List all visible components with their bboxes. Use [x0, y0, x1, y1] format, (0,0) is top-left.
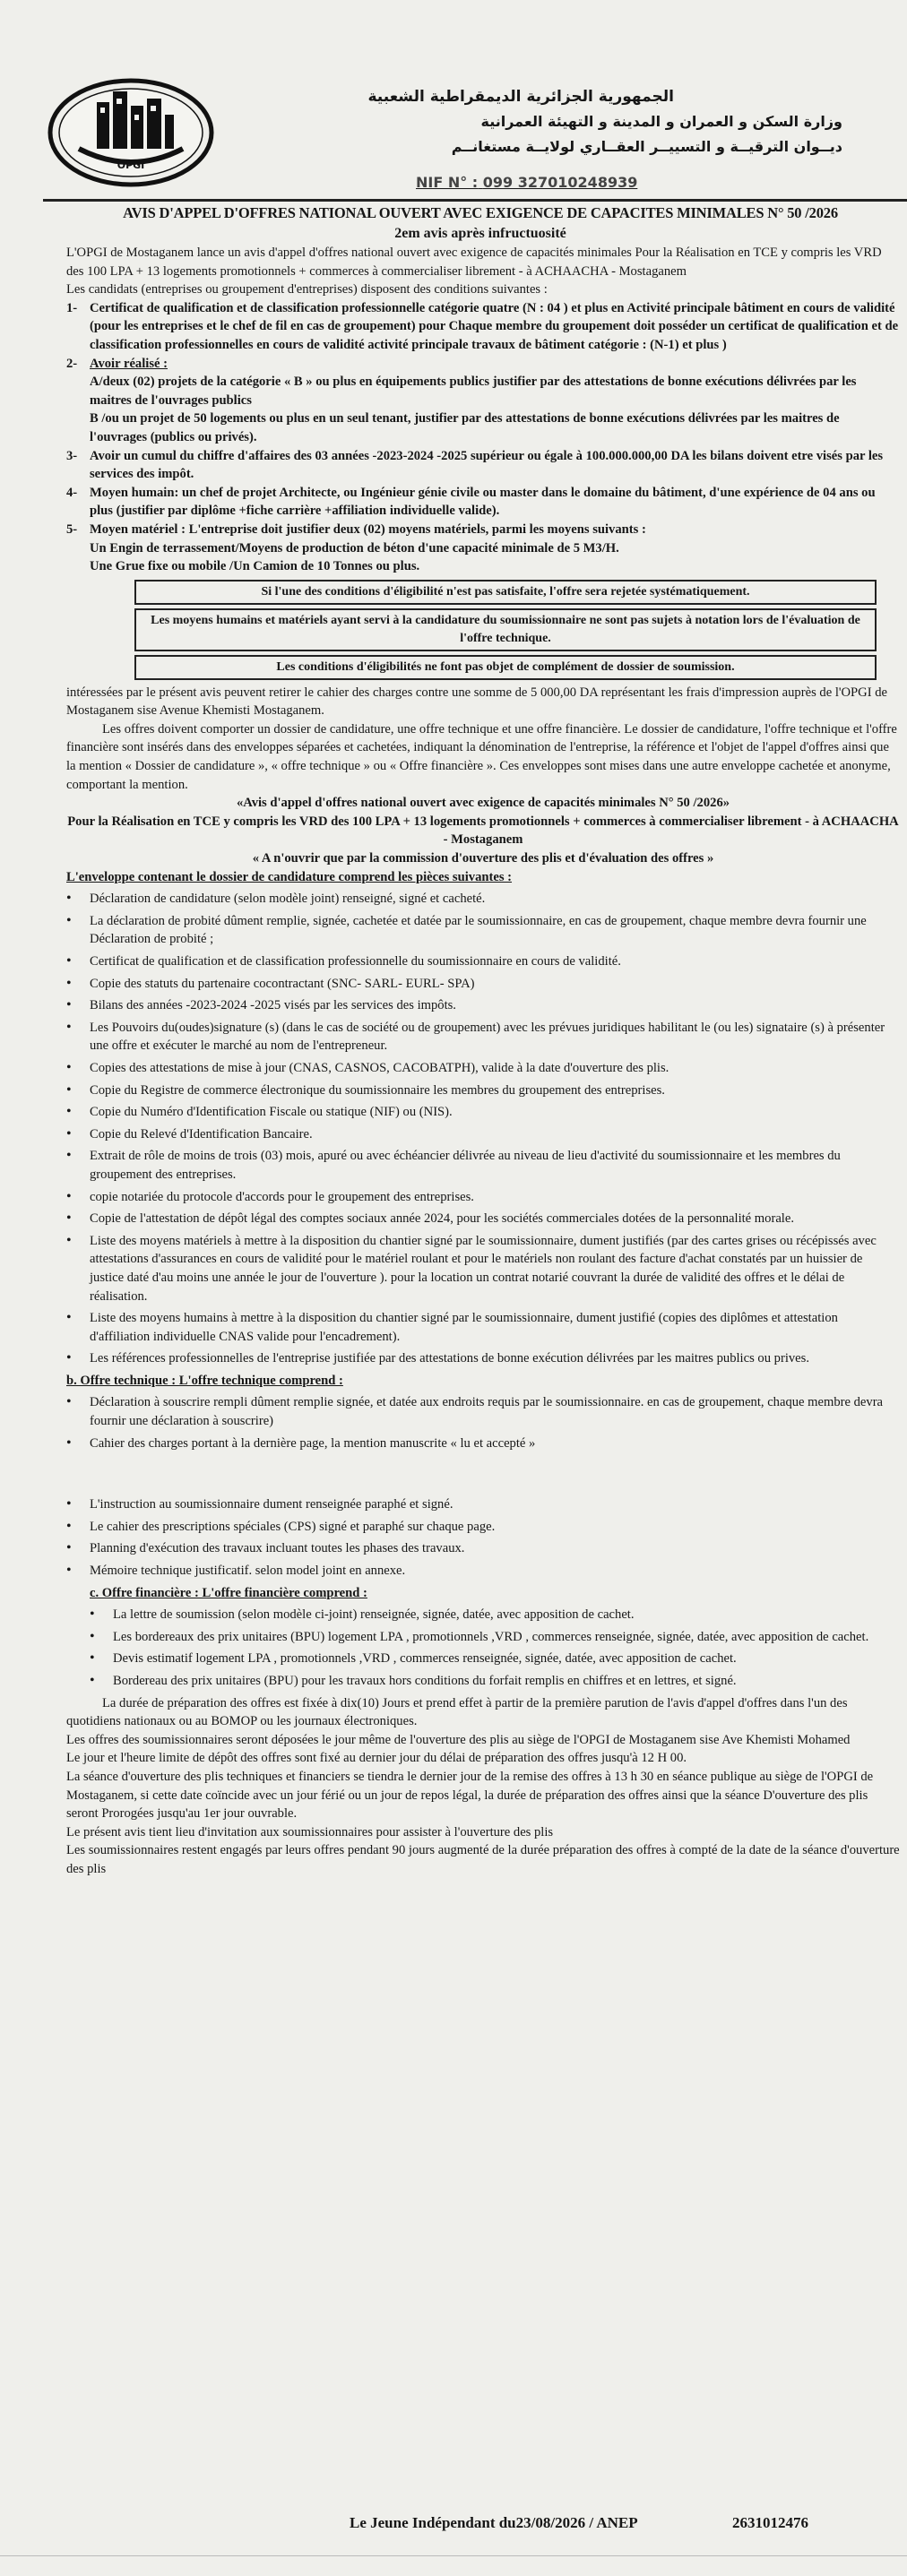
tech-item: • Le cahier des prescriptions spéciales (CPS) signé et paraphé sur chaque page.	[66, 1518, 900, 1537]
dossier-item: • Les références professionnelles de l'entreprise justifiée par des attestations de bonne exécution délivrées par les maitres publics ou prives.	[66, 1349, 900, 1368]
condition-3: 3- Avoir un cumul du chiffre d'affaires des 03 années -2023-2024 -2025 supérieur ou égale à 100.000.000,00 DA les bilans doivent etre visés par les services des impôt.	[66, 448, 884, 482]
fin-item: • Les bordereaux des prix unitaires (BPU) logement LPA , promotionnels ,VRD , commerces renseignée, signée, datée, avec apposition de cachet.	[90, 1628, 900, 1647]
eligibility-boxes	[134, 580, 877, 680]
seance-paragraph: La séance d'ouverture des plis techniques et financiers se tiendra le dernier jour de la remise des offres à 13 h 30 en séance publique au siège de l'OPGI de Mostaganem, si cette date coïncide avec un jour férié ou un jour de repos légal, la durée de préparation des offres ainsi que la séance D'ouverture des plis seront Prorogées jusqu'au 1er jour ouvrable.	[66, 1769, 874, 1822]
dossier-item: • Copie du Numéro d'Identification Fiscale ou statique (NIF) ou (NIS).	[66, 1103, 900, 1122]
dossier-item: • Extrait de rôle de moins de trois (03) mois, apuré ou avec échéancier délivrée au niveau de lieu d'activité du soumissionnaire et les membres du groupement des entreprises.	[66, 1147, 900, 1184]
dossier-item: • Copie du Relevé d'Identification Bancaire.	[66, 1125, 900, 1144]
condition-5: 5- Moyen matériel : L'entreprise doit justifier deux (02) moyens matériels, parmi les moyens suivants :	[66, 521, 646, 537]
dossier-item: • Copie des statuts du partenaire cocontractant (SNC- SARL- EURL- SPA)	[66, 975, 900, 994]
bottom-line	[0, 2555, 907, 2556]
tech-item: • Mémoire technique justificatif. selon model joint en annexe.	[66, 1562, 900, 1581]
cahier-paragraph: intéressées par le présent avis peuvent retirer le cahier des charges contre une somme de 5 000,00 DA représentant les frais d'impression auprès de l'OPGI de Mostaganem sise Avenue Khemisti Mostaganem.	[66, 685, 887, 719]
tech-heading: b. Offre technique : L'offre technique comprend :	[66, 1373, 343, 1388]
dossier-item: • Liste des moyens humains à mettre à la disposition du chantier signé par le soumissionnaire, dument justifié (copies des diplômes et attestation d'affiliation individuelle CNAS valide pour l'encadrement).	[66, 1309, 900, 1346]
eligibility-box-2: Les moyens humains et matériels ayant servi à la candidature du soumissionnaire ne sont pas sujets à notation lors de l'évaluation de l'offre technique.	[134, 608, 877, 651]
tech-item: • L'instruction au soumissionnaire dument renseignée paraphé et signé.	[66, 1495, 900, 1514]
dossier-item: • Les Pouvoirs du(oudes)signature (s) (dans le cas de société ou de groupement) avec les prévues juridiques habilitant le (ou les) signataire (s) à présenter une offre et exécuter le marché au nom de l'entrepreneur.	[66, 1019, 900, 1055]
condition-2-a: A/deux (02) projets de la catégorie « B » ou plus en équipements publics justifier par des attestations de bonne exécutions délivrées par les maitres de l'ouvrages publics	[90, 375, 857, 408]
notice-subtitle: 2em avis après infructuosité	[394, 226, 566, 241]
dossier-list	[66, 890, 900, 1368]
dossier-heading: L'enveloppe contenant le dossier de candidature comprend les pièces suivantes :	[66, 869, 513, 884]
dossier-item: • Copie du Registre de commerce électronique du soumissionnaire les membres du groupement des entreprises.	[66, 1081, 900, 1100]
mention-line-2: Pour la Réalisation en TCE y compris les VRD des 100 LPA + 13 logements promotionnels + commerces à commercialiser librement - à ACHAACHA - Mostaganem	[67, 814, 899, 848]
dossier-item: • La déclaration de probité dûment remplie, signée, cachetée et datée par le soumissionnaire, en cas de groupement, chaque membre devra fournir une Déclaration de probité ;	[66, 912, 900, 949]
jour-paragraph: Le jour et l'heure limite de dépôt des offres sont fixé au dernier jour du délai de préparation des offres jusqu'à 12 H 00.	[66, 1751, 687, 1766]
condition-4: 4- Moyen humain: un chef de projet Architecte, ou Ingénieur génie civile ou master dans le domaine du bâtiment, d'une expérience de 04 ans ou plus (justifier par diplôme +fiche carrière +affiliation individuelle valide).	[66, 485, 876, 519]
engages-paragraph: Les soumissionnaires restent engagés par leurs offres pendant 90 jours augmenté de la durée préparation des offres à compté de la date de la séance d'ouverture des plis	[66, 1843, 900, 1876]
mention-line-1: «Avis d'appel d'offres national ouvert avec exigence de capacités minimales N° 50 /2026»	[236, 796, 730, 811]
footer-source: Le Jeune Indépendant du23/08/2026 / ANEP	[350, 2514, 638, 2531]
dossier-item: • Liste des moyens matériels à mettre à la disposition du chantier signé par le soumissionnaire, dument justifiés (par des cartes grises ou récépissés avec attestations d'assurances en cours de validité pour le matériel roulant et pour le matériels non roulant des facture d'achat constatés par un huissier de justice daté d'au moins une année le jour de l'ouverture ). pour la location un contrat notarié couvrant la durée de validité des offres et le délai de réalisation.	[66, 1232, 900, 1305]
dossier-item: • Déclaration de candidature (selon modèle joint) renseigné, signé et cacheté.	[66, 890, 900, 909]
condition-2: 2- Avoir réalisé :	[66, 356, 168, 371]
tech-list-2	[66, 1495, 900, 1580]
tech-item: • Planning d'exécution des travaux incluant toutes les phases des travaux.	[66, 1539, 900, 1558]
opgi-logo	[47, 75, 215, 192]
condition-5-b: Une Grue fixe ou mobile /Un Camion de 10 Tonnes ou plus.	[90, 559, 420, 574]
duree-paragraph: La durée de préparation des offres est fixée à dix(10) Jours et prend effet à partir de la première parution de l'avis d'appel d'offres dans l'un des quotidiens nationaux ou au BOMOP ou les journaux électroniques.	[66, 1695, 848, 1729]
header-rule	[43, 199, 907, 202]
fin-item: • La lettre de soumission (selon modèle ci-joint) renseignée, signée, datée, avec apposition de cachet.	[90, 1606, 900, 1624]
intro: L'OPGI de Mostaganem lance un avis d'appel d'offres national ouvert avec exigence de capacités minimales Pour la Réalisation en TCE y compris les VRD des 100 LPA + 13 logements promotionnels + commerces à commercialiser librement - à ACHAACHA - Mostaganem	[66, 246, 882, 279]
header	[0, 0, 907, 199]
dossier-item: • Copies des attestations de mise à jour (CNAS, CASNOS, CACOBATPH), valide à la date d'ouverture des plis.	[66, 1059, 900, 1078]
nif-label: NIF N° :	[416, 174, 479, 191]
offres-paragraph: Les offres doivent comporter un dossier de candidature, une offre technique et une offre financière. Le dossier de candidature, l'offre technique et l'offre financière sont insérés dans des enveloppes séparées et cachetées, indiquant la dénomination de l'entreprise, la référence et l'objet de l'appel d'offres ainsi que la mention « Dossier de candidature », « offre technique » ou « Offre financière ». Ces enveloppes sont mises dans une autre enveloppe cachetée et anonyme, comportant la mention.	[66, 721, 897, 792]
spacer	[66, 1456, 900, 1492]
eligibility-box-3: Les conditions d'éligibilités ne font pas objet de complément de dossier de soumission.	[134, 655, 877, 680]
fin-item: • Bordereau des prix unitaires (BPU) pour les travaux hors conditions du forfait remplis en chiffres et en lettres, et signé.	[90, 1672, 900, 1691]
condition-5-a: Un Engin de terrassement/Moyens de production de béton d'une capacité minimale de 5 M3/H.	[90, 540, 619, 556]
dossier-item: • copie notariée du protocole d'accords pour le groupement des entreprises.	[66, 1188, 900, 1207]
tech-item: • Cahier des charges portant à la dernière page, la mention manuscrite « lu et accepté »	[66, 1434, 900, 1453]
nif	[416, 174, 637, 191]
arabic-republic: الجمهورية الجزائرية الديمقراطية الشعبية	[367, 88, 674, 106]
arabic-office: ديــوان الترقيــة و التسييــر العقــاري لولايــة مستغانــم	[451, 138, 842, 155]
notice-body	[66, 244, 900, 1879]
footer-ref: 2631012476	[732, 2514, 808, 2531]
footer	[0, 2514, 907, 2550]
notice-title: AVIS D'APPEL D'OFFRES NATIONAL OUVERT AVEC EXIGENCE DE CAPACITES MINIMALES N° 50 /2026	[123, 204, 838, 221]
present-paragraph: Le présent avis tient lieu d'invitation aux soumissionnaires pour assister à l'ouverture des plis	[66, 1824, 554, 1839]
nif-value: 099 327010248939	[482, 174, 638, 191]
svg-text:OPGI: OPGI	[117, 159, 145, 171]
fin-list	[66, 1606, 900, 1690]
arabic-ministry: وزارة السكن و العمران و المدينة و التهيئة العمرانية	[480, 113, 842, 130]
condition-2-b: B /ou un projet de 50 logements ou plus en un seul tenant, justifier par des attestations de bonne exécutions délivrées par les maitres de l'ouvrages (publics ou privés).	[90, 411, 840, 444]
depot-paragraph: Les offres des soumissionnaires seront déposées le jour même de l'ouverture des plis au siège de l'OPGI de Mostaganem sise Ave Khemisti Mohamed	[66, 1732, 851, 1747]
tech-list	[66, 1393, 900, 1452]
tech-item: • Déclaration à souscrire rempli dûment remplie signée, et datée aux endroits requis par le soumissionnaire. en cas de groupement, chaque membre devra fournir une déclaration à souscrire)	[66, 1393, 900, 1430]
condition-1: 1- Certificat de qualification et de classification professionnelle catégorie quatre (N : 04 ) et plus en Activité principale bâtiment en cours de validité (pour les entreprises et le chef de fil en cas de groupement) pour Chaque membre du groupement doit posséder un certificat de qualification et de classification professionnelles en cours de validité activité principale travaux de bâtiment catégorie : (N-1) et plus )	[66, 300, 899, 352]
dossier-item: • Certificat de qualification et de classification professionnelle du soumissionnaire en cours de validité.	[66, 952, 900, 971]
fin-item: • Devis estimatif logement LPA , promotionnels ,VRD , commerces renseignée, signée, datée, avec apposition de cachet.	[90, 1650, 900, 1668]
mention-line-3: « A n'ouvrir que par la commission d'ouverture des plis et d'évaluation des offres »	[252, 851, 714, 866]
eligibility-box-1: Si l'une des conditions d'éligibilité n'est pas satisfaite, l'offre sera rejetée systématiquement.	[134, 580, 877, 605]
dossier-item: • Copie de l'attestation de dépôt légal des comptes sociaux année 2024, pour les sociétés commerciales dotées de la personnalité morale.	[66, 1210, 900, 1228]
fin-heading: c. Offre financière : L'offre financière comprend :	[90, 1585, 367, 1600]
dossier-item: • Bilans des années -2023-2024 -2025 visés par les services des impôts.	[66, 996, 900, 1015]
intro-conditions: Les candidats (entreprises ou groupement d'entreprises) disposent des conditions suivantes :	[66, 282, 548, 297]
